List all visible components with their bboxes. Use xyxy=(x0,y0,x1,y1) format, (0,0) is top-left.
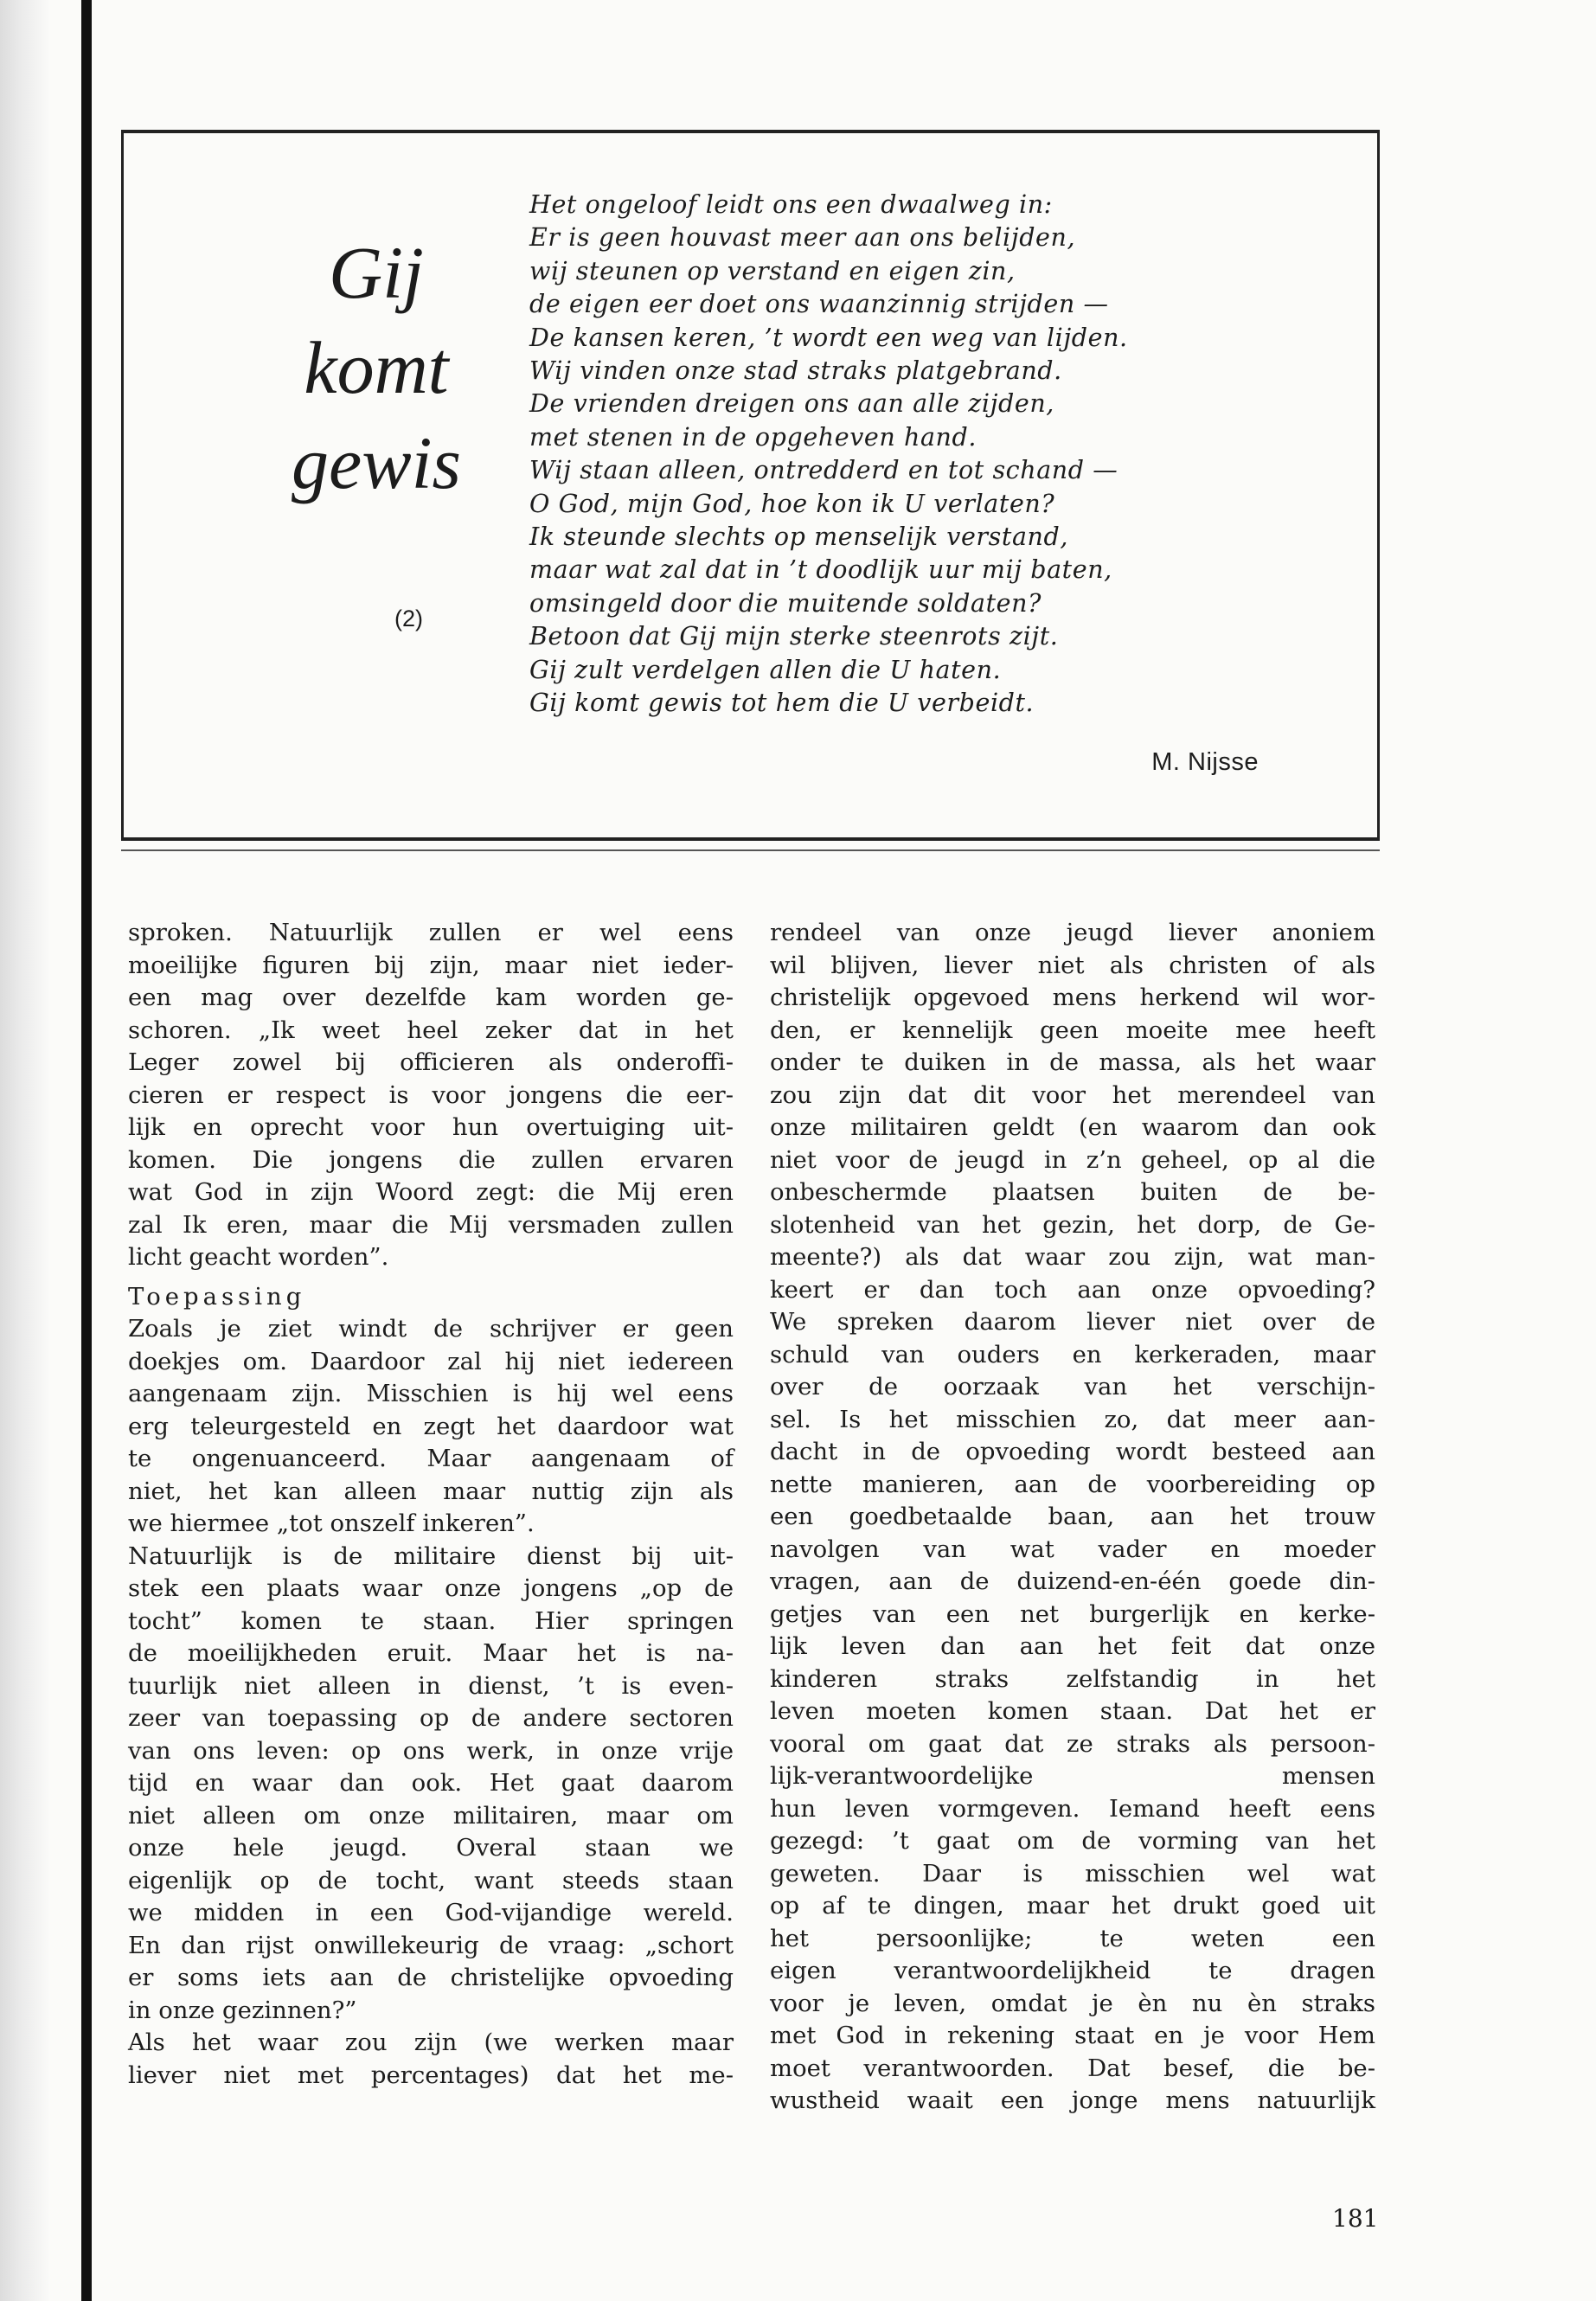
text-line: wustheid waait een jonge mens natuurlijk xyxy=(770,2086,1375,2114)
text-line: navolgen van wat vader en moeder xyxy=(770,1535,1375,1563)
text-line: cieren er respect is voor jongens die eer- xyxy=(128,1080,734,1109)
text-line: niet voor de jeugd in z’n geheel, op al die xyxy=(770,1145,1375,1174)
poem-line: maar wat zal dat in ’t doodlijk uur mij baten, xyxy=(529,555,1112,585)
section-heading-toepassing: Toepassing xyxy=(128,1282,306,1311)
text-line: lijk leven dan aan het feit dat onze xyxy=(770,1632,1375,1660)
text-line: de moeilijkheden eruit. Maar het is na- xyxy=(128,1639,734,1667)
text-line: keert er dan toch aan onze opvoeding? xyxy=(770,1275,1375,1304)
text-line: onbeschermde plaatsen buiten de be- xyxy=(770,1178,1375,1206)
text-line: onze hele jeugd. Overal staan we xyxy=(128,1834,734,1862)
text-line: Als het waar zou zijn (we werken maar xyxy=(128,2029,734,2056)
text-line: het persoonlijke; te weten een xyxy=(770,1924,1375,1952)
poem-title-line: komt xyxy=(304,326,449,409)
text-line: erg teleurgesteld en zegt het daardoor wat xyxy=(128,1412,734,1440)
text-line: tuurlijk niet alleen in dienst, ’t is even- xyxy=(128,1671,734,1700)
text-line: er soms iets aan de christelijke opvoeding xyxy=(128,1964,734,1991)
text-line: tijd en waar dan ook. Het gaat daarom xyxy=(128,1769,734,1797)
text-line: rendeel van onze jeugd liever anoniem xyxy=(770,919,1375,946)
text-line: over de oorzaak van het verschijn- xyxy=(770,1373,1375,1400)
poem-line: Wij staan alleen, ontredderd en tot schand — xyxy=(529,456,1118,485)
text-line: eigen verantwoordelijkheid te dragen xyxy=(770,1957,1375,1984)
poem-line: Ik steunde slechts op menselijk verstand, xyxy=(529,522,1068,552)
poem-line: De kansen keren, ’t wordt een weg van lijden. xyxy=(529,323,1128,352)
poem-line: O God, mijn God, hoe kon ik U verlaten? xyxy=(529,489,1055,518)
poem-part-number: (2) xyxy=(394,606,423,631)
poem-line: wij steunen op verstand en eigen zin, xyxy=(529,256,1016,285)
text-line: sel. Is het misschien zo, dat meer aan- xyxy=(770,1405,1375,1433)
text-line: christelijk opgevoed mens herkend wil wor- xyxy=(770,984,1375,1011)
right-text-column xyxy=(770,917,1375,2118)
poem-line: Er is geen houvast meer aan ons belijden, xyxy=(529,223,1076,253)
text-line: lijk-verantwoordelijke mensen xyxy=(770,1762,1375,1790)
text-line: lijk en oprecht voor hun overtuiging uit- xyxy=(128,1113,734,1141)
text-line: liever niet met percentages) dat het me- xyxy=(128,2061,734,2089)
poem-line: Betoon dat Gij mijn sterke steenrots zijt. xyxy=(529,622,1059,651)
text-line: niet, het kan alleen maar nuttig zijn als xyxy=(128,1477,734,1505)
text-line: meente?) als dat waar zou zijn, wat man- xyxy=(770,1243,1375,1271)
text-line: kinderen straks zelfstandig in het xyxy=(770,1664,1375,1693)
text-line: wat God in zijn Woord zegt: die Mij eren xyxy=(128,1178,734,1206)
page-number: 181 xyxy=(1332,2204,1379,2233)
text-line: hun leven vormgeven. Iemand heeft eens xyxy=(770,1794,1375,1823)
text-line: onder te duiken in de massa, als het waar xyxy=(770,1048,1375,1076)
text-line: stek een plaats waar onze jongens „op de xyxy=(128,1574,734,1602)
text-line: Zoals je ziet windt de schrijver er geen xyxy=(128,1315,734,1343)
text-line: in onze gezinnen?” xyxy=(128,1996,357,2024)
text-line: onze militairen geldt (en waarom dan ook xyxy=(770,1113,1375,1141)
poem-line: de eigen eer doet ons waanzinnig strijden — xyxy=(529,290,1109,319)
text-line: te ongenuanceerd. Maar aangenaam of xyxy=(128,1445,734,1472)
poem-line: Gij komt gewis tot hem die U verbeidt. xyxy=(529,689,1035,718)
text-line: van ons leven: op ons werk, in onze vrije xyxy=(128,1736,734,1765)
text-line: dacht in de opvoeding wordt besteed aan xyxy=(770,1438,1375,1465)
text-line: een mag over dezelfde kam worden ge- xyxy=(128,984,734,1011)
text-line: komen. Die jongens die zullen ervaren xyxy=(128,1145,734,1174)
text-line: En dan rijst onwillekeurig de vraag: „schort xyxy=(128,1931,734,1959)
poem-line: Wij vinden onze stad straks platgebrand. xyxy=(529,356,1062,386)
text-line: doekjes om. Daardoor zal hij niet iedereen xyxy=(128,1347,734,1375)
poem-title xyxy=(234,225,519,510)
text-line: vooral om gaat dat ze straks als persoon- xyxy=(770,1729,1375,1758)
poem-line: Het ongeloof leidt ons een dwaalweg in: xyxy=(529,190,1053,219)
text-line: Leger zowel bij officieren als onderoffi- xyxy=(128,1048,734,1076)
poem-author: M. Nijsse xyxy=(1151,748,1259,776)
poem-title-line: Gij xyxy=(329,231,424,314)
text-line: met God in rekening staat en je voor Hem xyxy=(770,2022,1375,2049)
text-line: getjes van een net burgerlijk en kerke- xyxy=(770,1599,1375,1628)
text-line: sproken. Natuurlijk zullen er wel eens xyxy=(128,919,734,946)
text-line: op af te dingen, maar het drukt goed uit xyxy=(770,1892,1375,1920)
left-text-column xyxy=(128,917,734,2092)
text-line: moet verantwoorden. Dat besef, die be- xyxy=(770,2054,1375,2082)
text-line: zeer van toepassing op de andere sectoren xyxy=(128,1704,734,1732)
poem-title-line: gewis xyxy=(292,421,461,504)
text-line: voor je leven, omdat je èn nu èn straks xyxy=(770,1989,1375,2017)
text-line: vragen, aan de duizend-en-één goede din- xyxy=(770,1567,1375,1595)
text-line: schuld van ouders en kerkeraden, maar xyxy=(770,1340,1375,1368)
scan-edge-shadow xyxy=(0,0,50,2301)
text-line: schoren. „Ik weet heel zeker dat in het xyxy=(128,1016,734,1044)
text-line: gezegd: ’t gaat om de vorming van het xyxy=(770,1827,1375,1855)
text-line: We spreken daarom liever niet over de xyxy=(770,1308,1375,1336)
text-line: aangenaam zijn. Misschien is hij wel eens xyxy=(128,1380,734,1407)
text-line: licht geacht worden”. xyxy=(128,1243,389,1271)
text-line: niet alleen om onze militairen, maar om xyxy=(128,1801,734,1830)
text-line: zal Ik eren, maar die Mij versmaden zullen xyxy=(128,1210,734,1239)
text-line: we midden in een God-vijandige wereld. xyxy=(128,1899,734,1926)
text-line: wil blijven, liever niet als christen of als xyxy=(770,951,1375,979)
poem-line: omsingeld door die muitende soldaten? xyxy=(529,588,1042,618)
text-line: tocht” komen te staan. Hier springen xyxy=(128,1606,734,1635)
text-line: we hiermee „tot onszelf inkeren”. xyxy=(128,1509,535,1537)
text-line: slotenheid van het gezin, het dorp, de Ge- xyxy=(770,1210,1375,1239)
poem-line: Gij zult verdelgen allen die U haten. xyxy=(529,655,1002,684)
poem-line: met stenen in de opgeheven hand. xyxy=(529,422,977,452)
text-line: Natuurlijk is de militaire dienst bij uit- xyxy=(128,1541,734,1570)
text-line: geweten. Daar is misschien wel wat xyxy=(770,1859,1375,1888)
text-line: nette manieren, aan de voorbereiding op xyxy=(770,1470,1375,1498)
poem-line: De vrienden dreigen ons aan alle zijden, xyxy=(529,389,1054,419)
poem-body xyxy=(529,189,1291,721)
text-line: zou zijn dat dit voor het merendeel van xyxy=(770,1080,1375,1109)
text-line: leven moeten komen staan. Dat het er xyxy=(770,1697,1375,1725)
poem-box-bottom-rule xyxy=(121,849,1380,851)
text-line: den, er kennelijk geen moeite mee heeft xyxy=(770,1016,1375,1044)
text-line: eigenlijk op de tocht, want steeds staan xyxy=(128,1866,734,1894)
binding-line xyxy=(81,0,92,2301)
text-line: moeilijke figuren bij zijn, maar niet ieder- xyxy=(128,951,734,979)
text-line: een goedbetaalde baan, aan het trouw xyxy=(770,1503,1375,1530)
